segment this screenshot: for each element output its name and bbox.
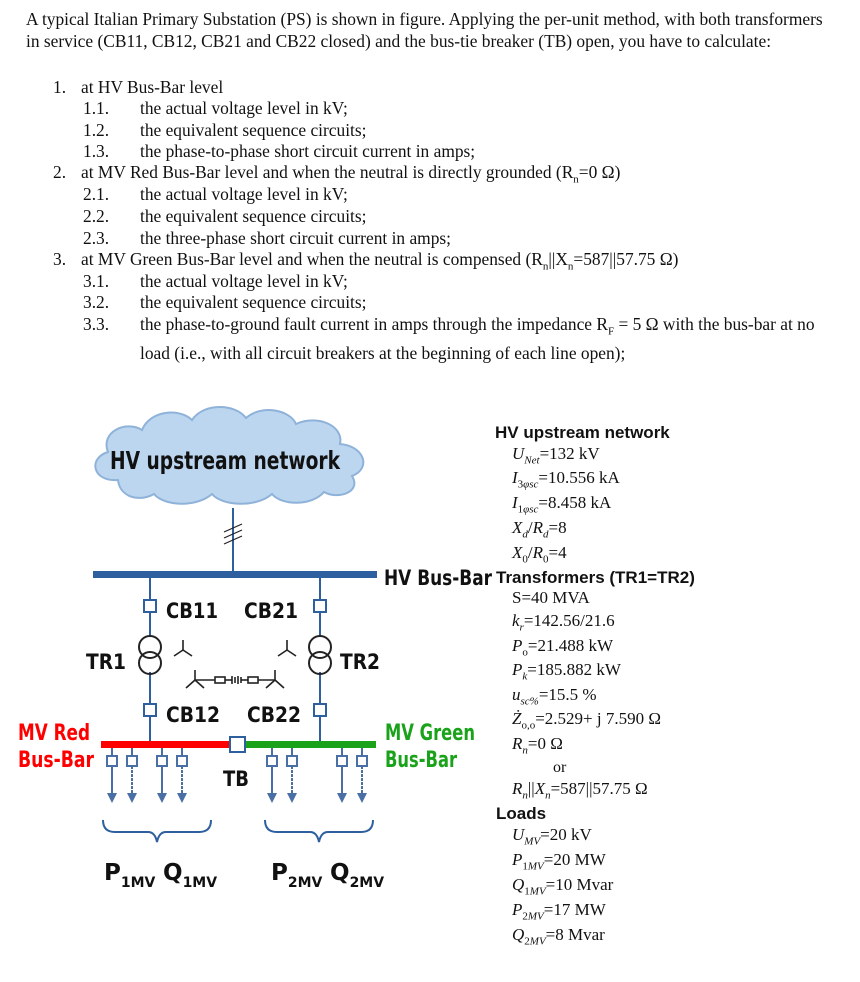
param-pk: $P_k=185.882$ kW (512, 660, 621, 683)
feeder-breaker (127, 756, 137, 766)
param-kr: $k_r=142.56/21.6$ (512, 611, 615, 634)
feeder-breaker (157, 756, 167, 766)
hv-network-title: HV upstream network (495, 423, 670, 442)
feeder-arrow (157, 793, 167, 803)
mv-green-label-2: Bus-Bar (385, 748, 458, 773)
or-text: or (553, 759, 567, 776)
param-xd: $X_d/R_d=8$ (512, 518, 567, 541)
transformers-title: Transformers (TR1=TR2) (496, 568, 695, 587)
tb-label: TB (223, 767, 249, 791)
feeder-arrow (177, 793, 187, 803)
problem-intro: A typical Italian Primary Substation (PS) is shown in figure. Applying the per-unit method, with both transformers in service (CB11, CB12, CB21 and CB22 closed) and the bus-tie breaker (TB) open, you have to calculate: (26, 9, 823, 51)
param-u-net: $U_{Net}=132$ kV (512, 444, 600, 467)
loads-title: Loads (496, 804, 547, 823)
cb22-breaker (314, 704, 326, 716)
feeder (107, 748, 117, 803)
feeder (177, 748, 187, 803)
cb11-label: CB11 (166, 599, 218, 623)
hv-bus-bar (93, 571, 377, 578)
mv-green-label-1: MV Green (385, 721, 475, 746)
tr1-label: TR1 (86, 650, 126, 674)
param-q1mv: $Q_{1MV}=10$ Mvar (512, 875, 614, 898)
load-braces (103, 820, 373, 842)
feeder-breaker (287, 756, 297, 766)
p1mv-label: $P_{1MV}$ (104, 860, 156, 891)
mv-red-label-1: MV Red (18, 721, 90, 746)
feeder-breaker (337, 756, 347, 766)
list-item: 1.2. the equivalent sequence circuits; (83, 120, 367, 140)
param-p2mv: $P_{2MV}=17$ MW (512, 900, 606, 923)
feeder-breaker (107, 756, 117, 766)
feeder-arrow (357, 793, 367, 803)
feeder (357, 748, 367, 803)
list-item: 1. at HV Bus-Bar level (53, 77, 224, 97)
feeder-arrow (337, 793, 347, 803)
param-x0: $X_0/R_0=4$ (512, 543, 567, 566)
cb21-label: CB21 (244, 599, 298, 623)
tr2-transformer (309, 636, 331, 674)
list-item: 1.3. the phase-to-phase short circuit current in amps; (83, 141, 476, 161)
cb12-label: CB12 (166, 703, 220, 727)
feeder (287, 748, 297, 803)
list-item: 3.1. the actual voltage level in kV; (83, 271, 348, 291)
param-usc: $u_{sc\%}=15.5$ % (512, 685, 597, 708)
list-item: 1.1. the actual voltage level in kV; (83, 98, 348, 118)
param-umv: $U_{MV}=20$ kV (512, 825, 592, 848)
tb-breaker (230, 737, 245, 752)
list-item: 2.1. the actual voltage level in kV; (83, 184, 348, 204)
list-item: 2. at MV Red Bus-Bar level and when the neutral is directly grounded ($R_n=0$ Ω) (53, 162, 621, 186)
list-item: 2.3. the three-phase short circuit current in amps; (83, 228, 451, 248)
mv-red-bus-bar (101, 741, 232, 748)
cb12-breaker (144, 704, 156, 716)
winding-symbols (174, 640, 296, 688)
q2mv-label: $Q_{2MV}$ (330, 860, 385, 891)
param-z: $Ż_{o,o}=2.529+ j$ 7.590 Ω (512, 709, 662, 732)
cb21-breaker (314, 600, 326, 612)
cb22-label: CB22 (247, 703, 301, 727)
list-item: 3.2. the equivalent sequence circuits; (83, 292, 367, 312)
param-p0: $P_o=21.488$ kW (512, 636, 614, 659)
q1mv-label: $Q_{1MV}$ (163, 860, 218, 891)
mv-green-bus-bar (244, 741, 376, 748)
feeder (127, 748, 137, 803)
param-rnxn: $R_n||X_n=587||57.75$ Ω (512, 779, 648, 802)
feeder (267, 748, 277, 803)
list-item: 2.2. the equivalent sequence circuits; (83, 206, 367, 226)
param-s: S=40 MVA (512, 588, 590, 607)
list-item: 3. at MV Green Bus-Bar level and when the neutral is compensed ($R_n||X_n=587||57.75$ Ω) (53, 249, 679, 273)
mv-red-label-2: Bus-Bar (18, 748, 95, 773)
param-i3: $I_{3\varphi sc}=10.556$ kA (512, 468, 620, 491)
tr1-transformer (139, 636, 161, 674)
cb11-breaker (144, 600, 156, 612)
feeder (337, 748, 347, 803)
feeder-arrow (107, 793, 117, 803)
feeder (157, 748, 167, 803)
p2mv-label: $P_{2MV}$ (271, 860, 323, 891)
feeder-arrow (127, 793, 137, 803)
tr2-label: TR2 (340, 650, 380, 674)
param-rn: $R_n=0$ Ω (512, 734, 563, 757)
feeder-arrow (287, 793, 297, 803)
param-p1mv: $P_{1MV}=20$ MW (512, 850, 606, 873)
feeder-breaker (177, 756, 187, 766)
feeder-arrow (267, 793, 277, 803)
param-i1: $I_{1\varphi sc}=8.458$ kA (512, 493, 612, 516)
cloud-label: HV upstream network (110, 446, 342, 475)
feeder-breaker (267, 756, 277, 766)
list-item: 3.3. the phase-to-ground fault current in amps through the impedance $R_F = 5$ Ω with the bus-bar at no load (i.e., with all circuit breakers at the beginning of each line open); (83, 314, 815, 363)
feeder-breaker (357, 756, 367, 766)
param-q2mv: $Q_{2MV}=8$ Mvar (512, 925, 605, 948)
hv-bus-label: HV Bus-Bar (384, 566, 493, 590)
